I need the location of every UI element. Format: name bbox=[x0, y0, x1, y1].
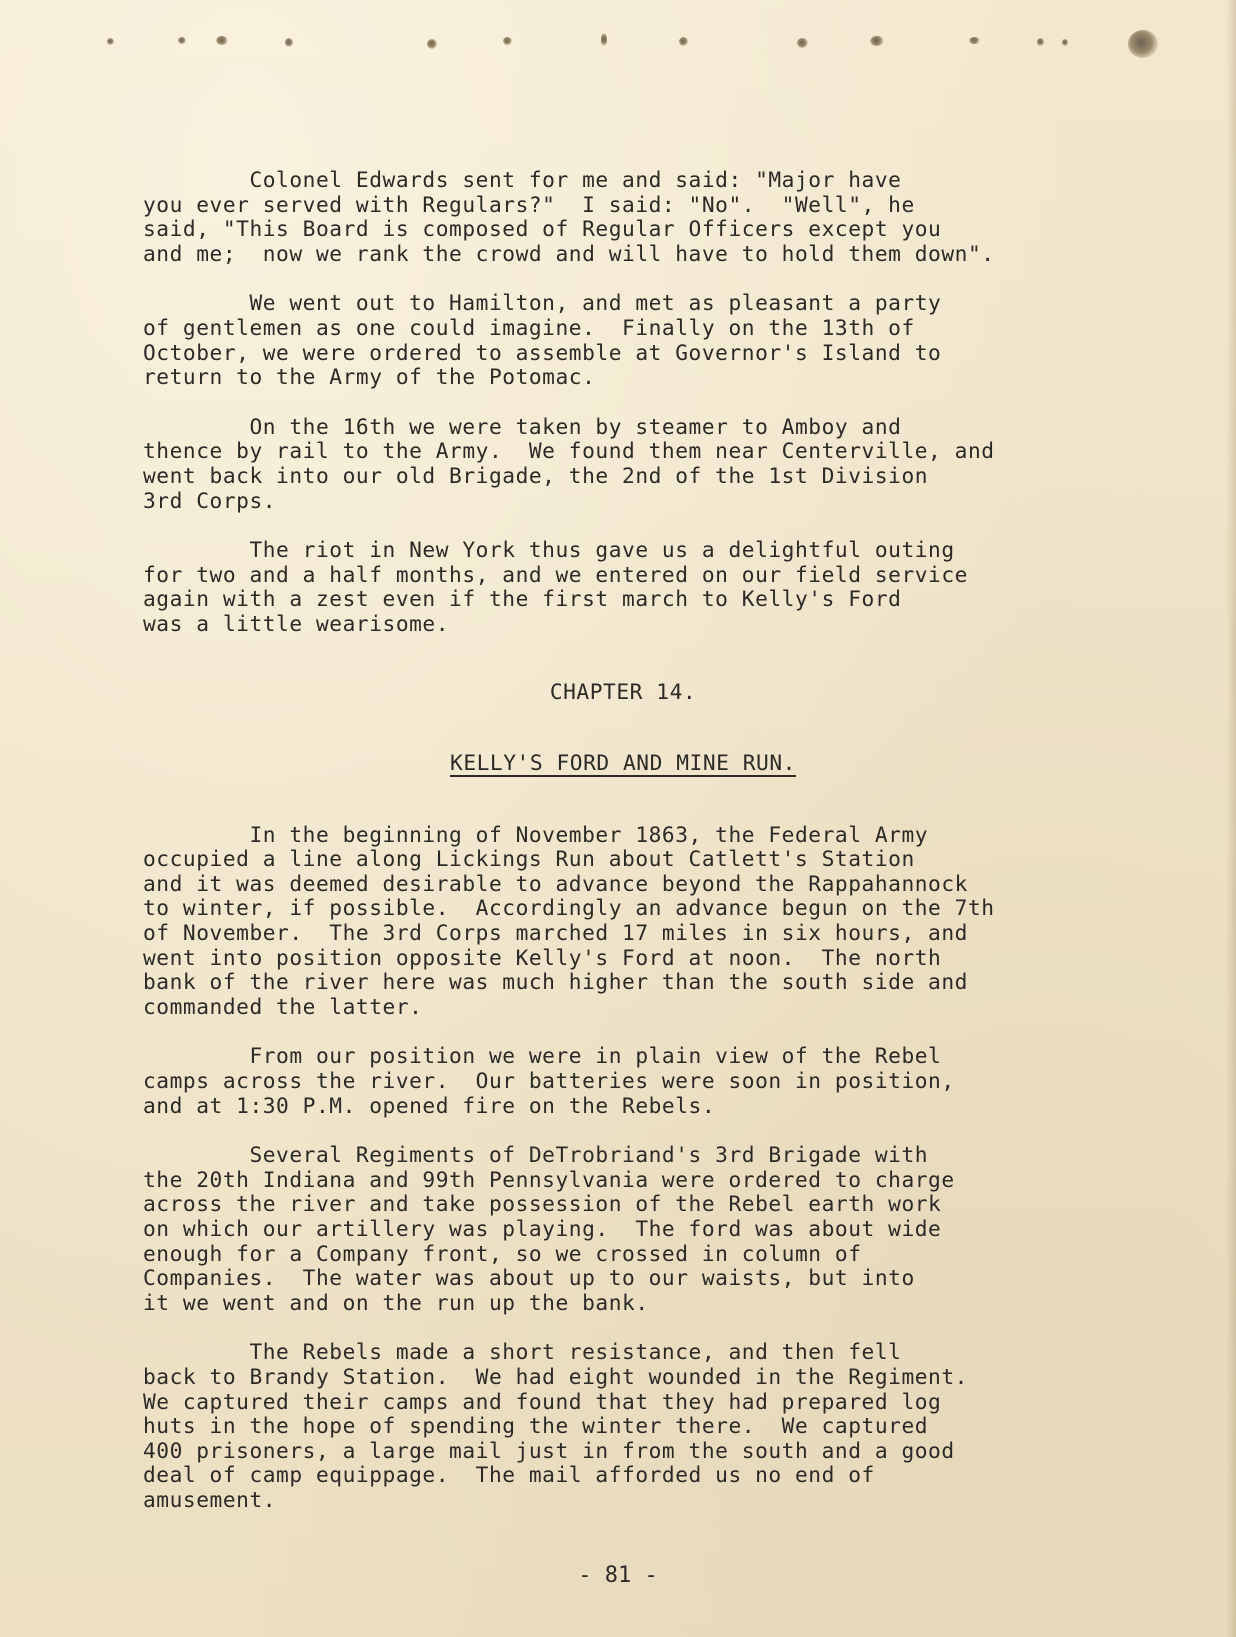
binding-hole bbox=[503, 37, 512, 45]
typed-text-body bbox=[143, 168, 1103, 1538]
binding-hole bbox=[969, 37, 980, 44]
binding-hole bbox=[797, 38, 808, 48]
paragraph: The Rebels made a short resistance, and then fell back to Brandy Station. We had eight wounded in the Regiment. We captured their camps and found that they had prepared log huts in the hope of spending the winter there. We captured 400 prisoners, a large mail just in from the south and a good deal of camp equippage. The mail afforded us no end of amusement. bbox=[143, 1339, 968, 1512]
paragraph: Several Regiments of DeTrobriand's 3rd Brigade with the 20th Indiana and 99th Pennsylvania were ordered to charge across the river and take possession of the Rebel earth work on which our artillery was playing. The ford was about wide enough for a Company front, so we crossed in column of Companies. The water was about up to our waists, but into it we went and on the run up the bank. bbox=[143, 1142, 955, 1315]
paragraph: On the 16th we were taken by steamer to Amboy and thence by rail to the Army. We found them near Centerville, and went back into our old Brigade, the 2nd of the 1st Division 3rd Corps. bbox=[143, 413, 995, 513]
binding-hole bbox=[870, 36, 884, 46]
paragraph: In the beginning of November 1863, the Federal Army occupied a line along Lickings Run about Catlett's Station and it was deemed desirable to advance beyond the Rappahannock to winter, if possible. Accordingly an advance begun on the 7th of November. The 3rd Corps marched 17 miles in six hours, and went into position opposite Kelly's Ford at noon. The north bank of the river here was much higher than the south side and commanded the latter. bbox=[143, 821, 995, 1019]
chapter-title-text: KELLY'S FORD AND MINE RUN. bbox=[450, 750, 796, 776]
binding-hole bbox=[178, 37, 186, 44]
binding-hole bbox=[1062, 39, 1068, 46]
paragraph: The riot in New York thus gave us a delightful outing for two and a half months, and we entered on our field service again with a zest even if the first march to Kelly's Ford was a little wearisome. bbox=[143, 537, 968, 636]
binding-hole bbox=[285, 38, 293, 47]
binding-hole bbox=[216, 36, 228, 45]
chapter-title bbox=[143, 751, 1103, 776]
chapter-heading: CHAPTER 14. bbox=[549, 678, 697, 704]
binding-hole bbox=[107, 38, 114, 45]
paragraph: We went out to Hamilton, and met as pleasant a party of gentlemen as one could imagine. Finally on the 13th of October, we were ordered to assemble at Governor's Island to return to the Army of the Potomac. bbox=[143, 290, 942, 390]
page-edge-shadow bbox=[1226, 0, 1236, 1637]
paragraph: From our position we were in plain view of the Rebel camps across the river. Our batteries were soon in position, and at 1:30 P.M. opened fire on the Rebels. bbox=[143, 1043, 955, 1118]
binding-hole bbox=[427, 39, 437, 49]
page-number: - 81 - bbox=[578, 1563, 658, 1588]
binding-holes bbox=[0, 30, 1236, 60]
binding-hole bbox=[1037, 38, 1044, 46]
binding-hole bbox=[1128, 30, 1158, 58]
binding-hole bbox=[679, 37, 688, 46]
binding-hole bbox=[601, 33, 607, 47]
paragraph: Colonel Edwards sent for me and said: "Major have you ever served with Regulars?" I said: "No". "Well", he said, "This Board is composed of Regular Officers except you and me; now we rank the crowd and will have to hold them down". bbox=[143, 167, 995, 266]
